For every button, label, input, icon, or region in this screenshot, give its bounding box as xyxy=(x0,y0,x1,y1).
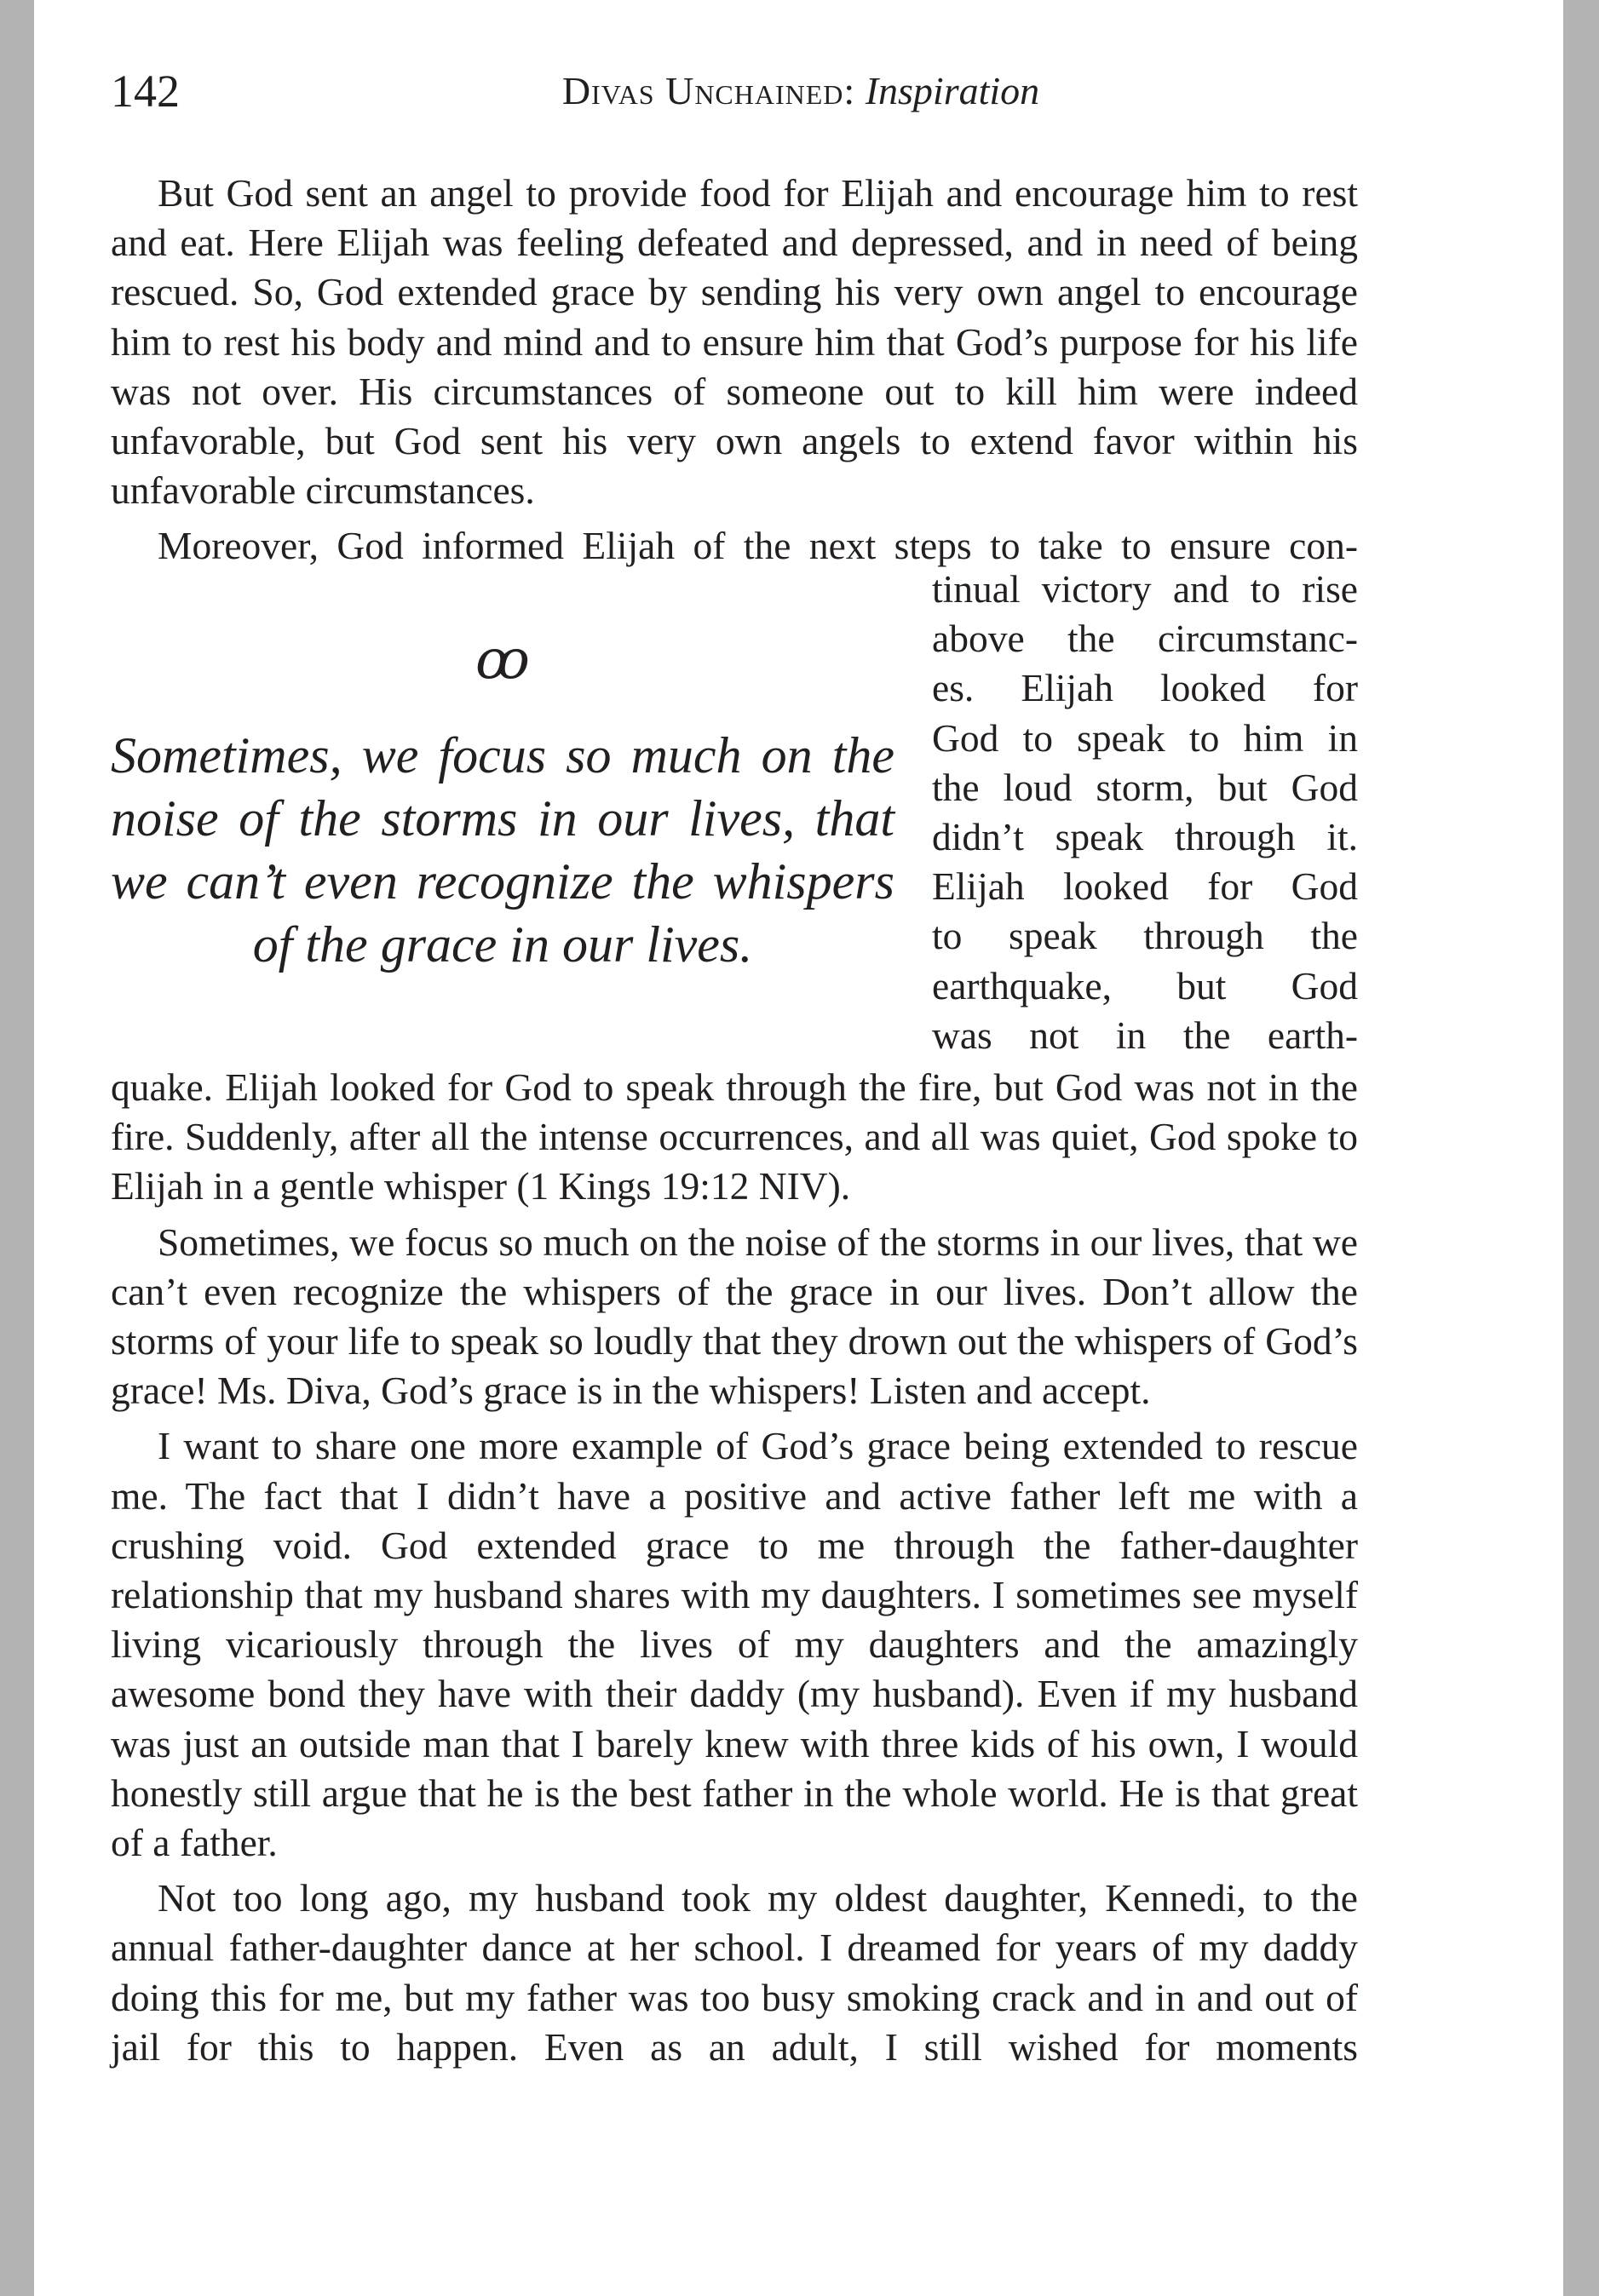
pull-quote-text: Sometimes, we focus so much on the noise of the storms in our lives, that we can’t even recognize the whispers of the grace in our lives. xyxy=(111,727,894,973)
book-title: Divas Unchained: xyxy=(561,69,856,112)
paragraph: But God sent an angel to provide food for Elijah and encourage him to rest and eat. Here Elijah was feeling defeated and depressed, and in need of being rescued. So, God extended grace by sending his very own angel to encourage him to rest his body and mind and to ensure him that God’s purpose for his life was not over. His circumstances of someone out to kill him were indeed unfavorable, but God sent his very own angels to extend favor within his unfavorable circumstances. xyxy=(111,171,1358,513)
wrapped-line: above the circumstanc- xyxy=(932,617,1358,661)
running-head xyxy=(494,61,1107,121)
wrapped-line: the loud storm, but God xyxy=(932,765,1358,809)
paragraph: Not too long ago, my husband took my oldest daughter, Kennedi, to the annual father-daughter dance at her school. I dreamed for years of my daddy doing this for me, but my father was too busy smoking crack and in and out of jail for this to happen. Even as an adult, I still wished for moments xyxy=(111,1876,1358,2069)
fleuron-ornament-icon: ꝏ xyxy=(475,629,530,690)
page-number: 142 xyxy=(111,66,180,117)
wrapped-line: tinual victory and to rise xyxy=(932,567,1358,611)
wrapped-text-column xyxy=(932,565,1358,1060)
wrapped-line: didn’t speak through it. xyxy=(932,815,1358,859)
paragraph: Sometimes, we focus so much on the noise of the storms in our lives, that we can’t even recognize the whispers of the grace in our lives. Don’t allow the storms of your life to speak so loudly that they drown out the whispers of God’s grace! Ms. Diva, God’s grace is in the whispers! Listen and accept. xyxy=(111,1220,1358,1413)
wrapped-line: Elijah looked for God xyxy=(932,864,1358,909)
wrapped-line: earthquake, but God xyxy=(932,963,1358,1007)
wrapped-line: God to speak to him in xyxy=(932,715,1358,760)
pull-quote xyxy=(111,630,894,976)
wrapped-line: es. Elijah looked for xyxy=(932,666,1358,710)
paragraph: I want to share one more example of God’s grace being extended to rescue me. The fact that I didn’t have a positive and active father left me with a crushing void. God extended grace to me through the father-daughter relationship that my husband shares with my daughters. I sometimes see myself living vicariously through the lives of my daughters and the amazingly awesome bond they have with their daddy (my husband). Even if my husband was just an outside man that I barely knew with three kids of his own, I would honestly still argue that he is the best father in the whole world. He is that great of a father. xyxy=(111,1424,1358,1865)
paragraph: Moreover, God informed Elijah of the next steps to take to ensure con- xyxy=(158,524,1358,568)
wrapped-line: to speak through the xyxy=(932,914,1358,958)
wrapped-line: was not in the earth- xyxy=(932,1013,1358,1057)
book-page xyxy=(34,0,1563,2296)
body-text-bottom xyxy=(111,1063,1358,2078)
book-subtitle: Inspiration xyxy=(865,69,1040,112)
body-text-top xyxy=(111,169,1358,577)
paragraph: quake. Elijah looked for God to speak through the fire, but God was not in the fire. Suddenly, after all the intense occurrences, and all was quiet, God spoke to Elijah in a gentle whisper (1 Kings 19:12 NIV). xyxy=(111,1065,1358,1208)
